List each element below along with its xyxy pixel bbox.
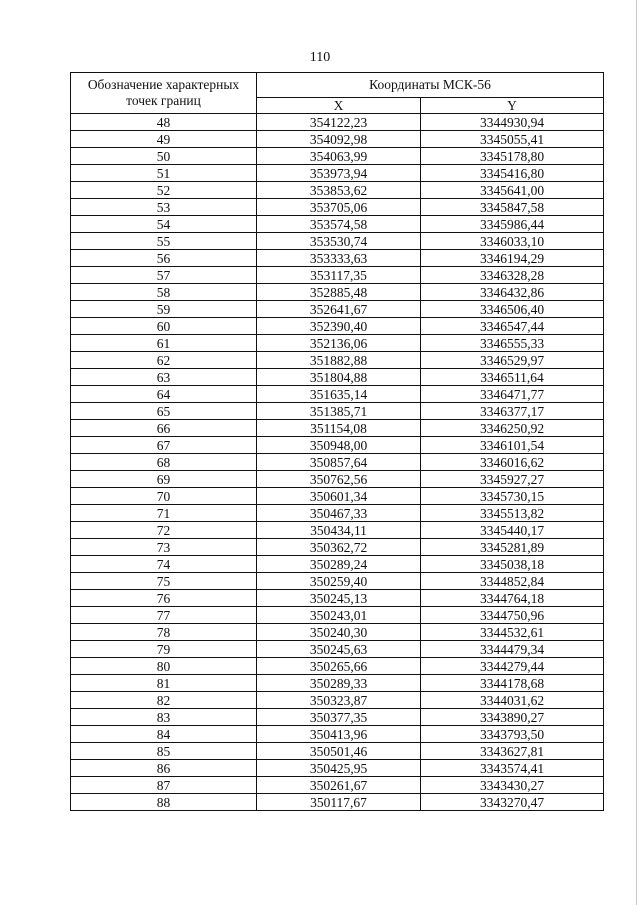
y-cell: 3344852,84 — [421, 573, 604, 590]
y-cell: 3346529,97 — [421, 352, 604, 369]
table-row — [71, 199, 604, 216]
x-cell: 351154,08 — [257, 420, 421, 437]
point-cell: 65 — [71, 403, 257, 420]
y-cell: 3346377,17 — [421, 403, 604, 420]
y-cell: 3346033,10 — [421, 233, 604, 250]
x-cell: 350117,67 — [257, 794, 421, 811]
y-cell: 3344532,61 — [421, 624, 604, 641]
table-row — [71, 165, 604, 182]
x-cell: 351385,71 — [257, 403, 421, 420]
point-cell: 57 — [71, 267, 257, 284]
y-cell: 3346250,92 — [421, 420, 604, 437]
table-row — [71, 437, 604, 454]
point-cell: 66 — [71, 420, 257, 437]
x-cell: 354063,99 — [257, 148, 421, 165]
x-cell: 350377,35 — [257, 709, 421, 726]
x-cell: 350243,01 — [257, 607, 421, 624]
header-point-designation: Обозначение характерных точек границ — [71, 73, 257, 114]
y-cell: 3344178,68 — [421, 675, 604, 692]
point-cell: 81 — [71, 675, 257, 692]
table-row — [71, 301, 604, 318]
x-cell: 350434,11 — [257, 522, 421, 539]
point-cell: 77 — [71, 607, 257, 624]
y-cell: 3346432,86 — [421, 284, 604, 301]
point-cell: 49 — [71, 131, 257, 148]
x-cell: 353530,74 — [257, 233, 421, 250]
y-cell: 3343430,27 — [421, 777, 604, 794]
point-cell: 87 — [71, 777, 257, 794]
point-cell: 75 — [71, 573, 257, 590]
x-cell: 350501,46 — [257, 743, 421, 760]
point-cell: 85 — [71, 743, 257, 760]
header-y: Y — [421, 98, 604, 114]
table-row — [71, 369, 604, 386]
coordinates-table — [70, 72, 604, 811]
y-cell: 3345847,58 — [421, 199, 604, 216]
x-cell: 350467,33 — [257, 505, 421, 522]
table-row — [71, 556, 604, 573]
point-cell: 64 — [71, 386, 257, 403]
x-cell: 352641,67 — [257, 301, 421, 318]
y-cell: 3344031,62 — [421, 692, 604, 709]
x-cell: 353705,06 — [257, 199, 421, 216]
point-cell: 58 — [71, 284, 257, 301]
x-cell: 353333,63 — [257, 250, 421, 267]
point-cell: 82 — [71, 692, 257, 709]
x-cell: 350245,63 — [257, 641, 421, 658]
x-cell: 350265,66 — [257, 658, 421, 675]
point-cell: 60 — [71, 318, 257, 335]
point-cell: 73 — [71, 539, 257, 556]
y-cell: 3343574,41 — [421, 760, 604, 777]
x-cell: 350289,33 — [257, 675, 421, 692]
point-cell: 48 — [71, 114, 257, 131]
x-cell: 350362,72 — [257, 539, 421, 556]
y-cell: 3345986,44 — [421, 216, 604, 233]
table-row — [71, 488, 604, 505]
point-cell: 69 — [71, 471, 257, 488]
table-row — [71, 216, 604, 233]
table-row — [71, 743, 604, 760]
table-row — [71, 607, 604, 624]
point-cell: 50 — [71, 148, 257, 165]
table-row — [71, 250, 604, 267]
point-cell: 62 — [71, 352, 257, 369]
y-cell: 3346511,64 — [421, 369, 604, 386]
y-cell: 3345641,00 — [421, 182, 604, 199]
table-row — [71, 539, 604, 556]
point-cell: 59 — [71, 301, 257, 318]
table-row — [71, 182, 604, 199]
y-cell: 3345055,41 — [421, 131, 604, 148]
point-cell: 83 — [71, 709, 257, 726]
x-cell: 350245,13 — [257, 590, 421, 607]
table-row — [71, 505, 604, 522]
y-cell: 3346194,29 — [421, 250, 604, 267]
table-row — [71, 284, 604, 301]
y-cell: 3345038,18 — [421, 556, 604, 573]
table-row — [71, 386, 604, 403]
x-cell: 353853,62 — [257, 182, 421, 199]
point-cell: 79 — [71, 641, 257, 658]
page-number: 110 — [309, 50, 331, 65]
x-cell: 353117,35 — [257, 267, 421, 284]
point-cell: 78 — [71, 624, 257, 641]
point-cell: 88 — [71, 794, 257, 811]
table-row — [71, 675, 604, 692]
point-cell: 71 — [71, 505, 257, 522]
table-row — [71, 760, 604, 777]
y-cell: 3345281,89 — [421, 539, 604, 556]
y-cell: 3344930,94 — [421, 114, 604, 131]
y-cell: 3345730,15 — [421, 488, 604, 505]
table-row — [71, 233, 604, 250]
point-cell: 63 — [71, 369, 257, 386]
y-cell: 3346506,40 — [421, 301, 604, 318]
y-cell: 3344764,18 — [421, 590, 604, 607]
y-cell: 3345440,17 — [421, 522, 604, 539]
table-row — [71, 641, 604, 658]
y-cell: 3344279,44 — [421, 658, 604, 675]
y-cell: 3344479,34 — [421, 641, 604, 658]
point-cell: 70 — [71, 488, 257, 505]
y-cell: 3346547,44 — [421, 318, 604, 335]
table-row — [71, 794, 604, 811]
table-row — [71, 352, 604, 369]
table-row — [71, 114, 604, 131]
x-cell: 352885,48 — [257, 284, 421, 301]
y-cell: 3343793,50 — [421, 726, 604, 743]
table-row — [71, 471, 604, 488]
x-cell: 350259,40 — [257, 573, 421, 590]
point-cell: 74 — [71, 556, 257, 573]
table-row — [71, 522, 604, 539]
table-row — [71, 692, 604, 709]
table-row — [71, 624, 604, 641]
table-header — [71, 73, 604, 114]
y-cell: 3345513,82 — [421, 505, 604, 522]
table-row — [71, 403, 604, 420]
y-cell: 3345178,80 — [421, 148, 604, 165]
x-cell: 352136,06 — [257, 335, 421, 352]
table-body — [71, 114, 604, 811]
x-cell: 351635,14 — [257, 386, 421, 403]
point-cell: 76 — [71, 590, 257, 607]
table-row — [71, 318, 604, 335]
point-cell: 68 — [71, 454, 257, 471]
y-cell: 3343270,47 — [421, 794, 604, 811]
point-cell: 80 — [71, 658, 257, 675]
point-cell: 52 — [71, 182, 257, 199]
table-row — [71, 709, 604, 726]
table-row — [71, 267, 604, 284]
x-cell: 350425,95 — [257, 760, 421, 777]
y-cell: 3345927,27 — [421, 471, 604, 488]
y-cell: 3346328,28 — [421, 267, 604, 284]
scan-edge — [636, 0, 637, 905]
x-cell: 351882,88 — [257, 352, 421, 369]
point-cell: 72 — [71, 522, 257, 539]
table-row — [71, 131, 604, 148]
x-cell: 350413,96 — [257, 726, 421, 743]
y-cell: 3343890,27 — [421, 709, 604, 726]
x-cell: 350261,67 — [257, 777, 421, 794]
y-cell: 3346471,77 — [421, 386, 604, 403]
table-row — [71, 658, 604, 675]
point-cell: 51 — [71, 165, 257, 182]
point-cell: 55 — [71, 233, 257, 250]
x-cell: 354092,98 — [257, 131, 421, 148]
table-row — [71, 590, 604, 607]
point-cell: 61 — [71, 335, 257, 352]
table-row — [71, 573, 604, 590]
table-row — [71, 148, 604, 165]
x-cell: 350762,56 — [257, 471, 421, 488]
point-cell: 53 — [71, 199, 257, 216]
x-cell: 353574,58 — [257, 216, 421, 233]
point-cell: 67 — [71, 437, 257, 454]
y-cell: 3346101,54 — [421, 437, 604, 454]
point-cell: 54 — [71, 216, 257, 233]
point-cell: 84 — [71, 726, 257, 743]
y-cell: 3343627,81 — [421, 743, 604, 760]
table-row — [71, 335, 604, 352]
table-row — [71, 777, 604, 794]
table-row — [71, 726, 604, 743]
x-cell: 350601,34 — [257, 488, 421, 505]
point-cell: 86 — [71, 760, 257, 777]
x-cell: 350289,24 — [257, 556, 421, 573]
x-cell: 350240,30 — [257, 624, 421, 641]
table-row — [71, 420, 604, 437]
x-cell: 351804,88 — [257, 369, 421, 386]
x-cell: 350948,00 — [257, 437, 421, 454]
y-cell: 3345416,80 — [421, 165, 604, 182]
x-cell: 350323,87 — [257, 692, 421, 709]
x-cell: 350857,64 — [257, 454, 421, 471]
point-cell: 56 — [71, 250, 257, 267]
header-x: X — [257, 98, 421, 114]
x-cell: 352390,40 — [257, 318, 421, 335]
header-coordinates: Координаты МСК-56 — [257, 73, 604, 98]
table-row — [71, 454, 604, 471]
x-cell: 354122,23 — [257, 114, 421, 131]
y-cell: 3346016,62 — [421, 454, 604, 471]
y-cell: 3344750,96 — [421, 607, 604, 624]
y-cell: 3346555,33 — [421, 335, 604, 352]
x-cell: 353973,94 — [257, 165, 421, 182]
